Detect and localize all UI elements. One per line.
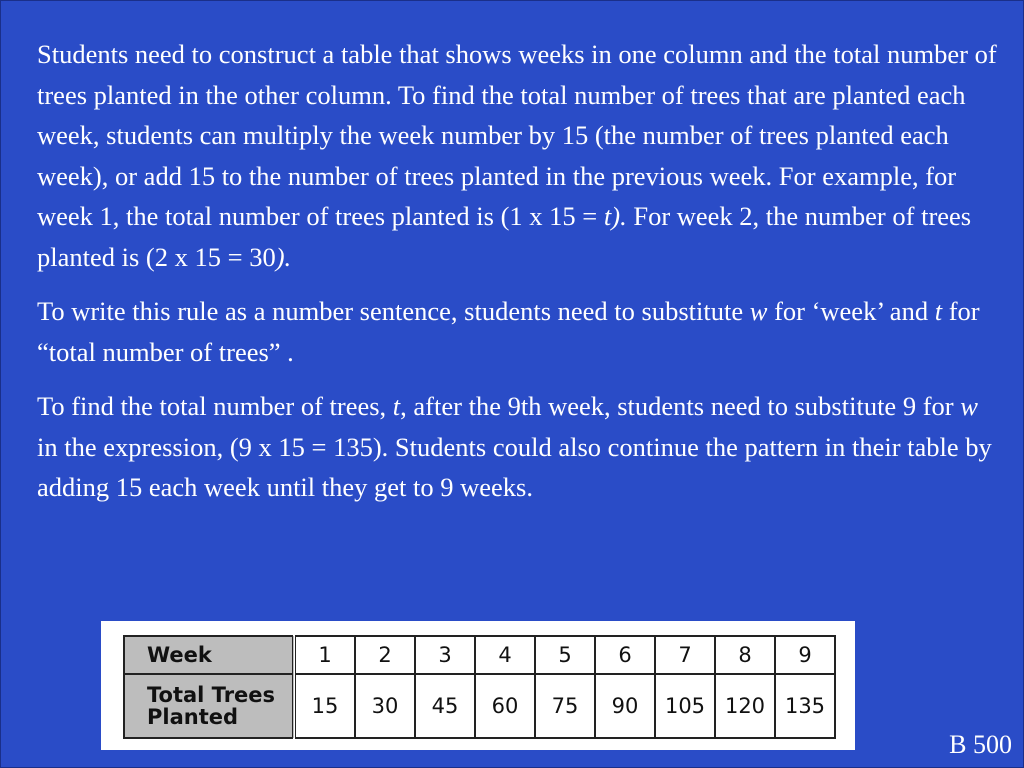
week-cell: 5: [535, 636, 595, 674]
week-cell: 2: [355, 636, 415, 674]
answer-text: [37, 34, 997, 508]
paragraph-3: To find the total number of trees, t, after the 9th week, students need to substitute 9 for w in the expression, (9 x 15 = 135). Students could also continue the pattern in their table by adding 15 each week until they get to 9 weeks.: [37, 391, 992, 502]
paragraph-2: To write this rule as a number sentence, students need to substitute w for ‘week’ and t for “total number of trees” .: [37, 296, 980, 367]
slide-label: B 500: [949, 730, 1012, 759]
total-cell: 60: [475, 674, 535, 738]
week-cell: 7: [655, 636, 715, 674]
total-cell: 30: [355, 674, 415, 738]
trees-table-image: [101, 621, 855, 750]
table-row-week: [124, 636, 835, 674]
paragraph-1: Students need to construct a table that shows weeks in one column and the total number of trees planted in the other column. To find the total number of trees that are planted each week, students can multiply the week number by 15 (the number of trees planted each week), or add 15 to the number of trees planted in the previous week. For example, for week 1, the total number of trees planted is (1 x 15 = t). For week 2, the number of trees planted is (2 x 15 = 30).: [37, 39, 997, 272]
total-cell: 90: [595, 674, 655, 738]
week-cell: 4: [475, 636, 535, 674]
total-cell: 135: [775, 674, 835, 738]
total-cell: 75: [535, 674, 595, 738]
total-header-cell: Total Trees Planted: [124, 674, 294, 738]
table-row-total: [124, 674, 835, 738]
total-cell: 105: [655, 674, 715, 738]
week-header-cell: Week: [124, 636, 294, 674]
total-cell: 45: [415, 674, 475, 738]
week-cell: 1: [294, 636, 355, 674]
total-cell: 120: [715, 674, 775, 738]
week-cell: 6: [595, 636, 655, 674]
week-cell: 8: [715, 636, 775, 674]
week-cell: 3: [415, 636, 475, 674]
total-cell: 15: [294, 674, 355, 738]
trees-table: [123, 635, 836, 739]
week-cell: 9: [775, 636, 835, 674]
